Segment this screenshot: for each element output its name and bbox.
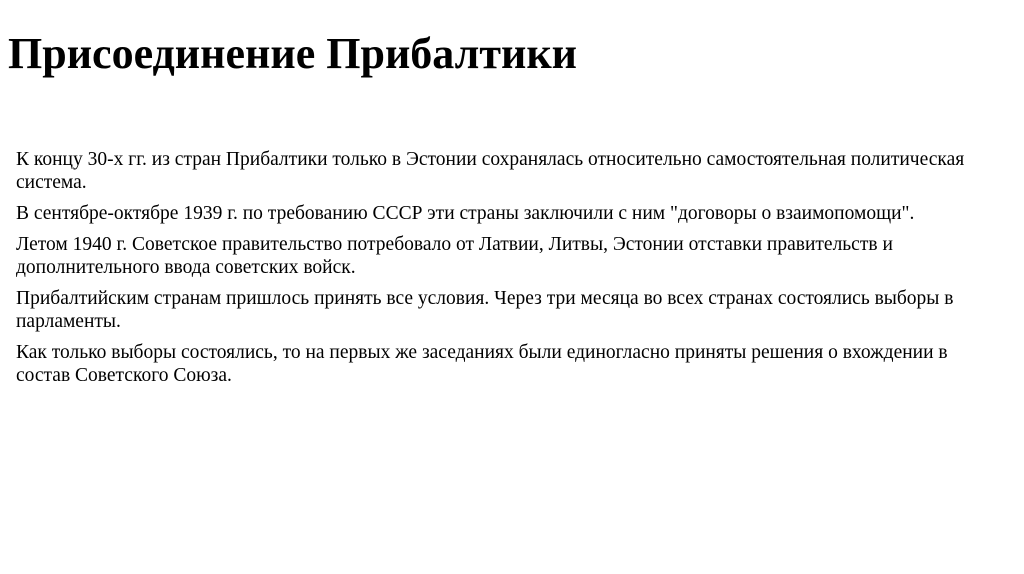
slide-body xyxy=(16,148,1006,395)
paragraph-joining-ussr: Как только выборы состоялись, то на первых же заседаниях были единогласно приняты решения о вхождении в состав Советского Союза. xyxy=(16,342,948,386)
paragraph-mutual-assistance-pacts: В сентябре-октябре 1939 г. по требованию СССР эти страны заключили с ним "договоры о взаимопомощи". xyxy=(16,203,915,224)
paragraph-elections: Прибалтийским странам пришлось принять все условия. Через три месяца во всех странах состоялись выборы в парламенты. xyxy=(16,288,954,332)
slide-title: Присоединение Прибалтики xyxy=(8,29,578,78)
paragraph-1940-demands: Летом 1940 г. Советское правительство потребовало от Латвии, Литвы, Эстонии отставки правительств и дополнительного ввода советских войск. xyxy=(16,234,893,278)
paragraph-estonia-political-system: К концу 30-х гг. из стран Прибалтики только в Эстонии сохранялась относительно самостоятельная политическая система. xyxy=(16,149,965,193)
